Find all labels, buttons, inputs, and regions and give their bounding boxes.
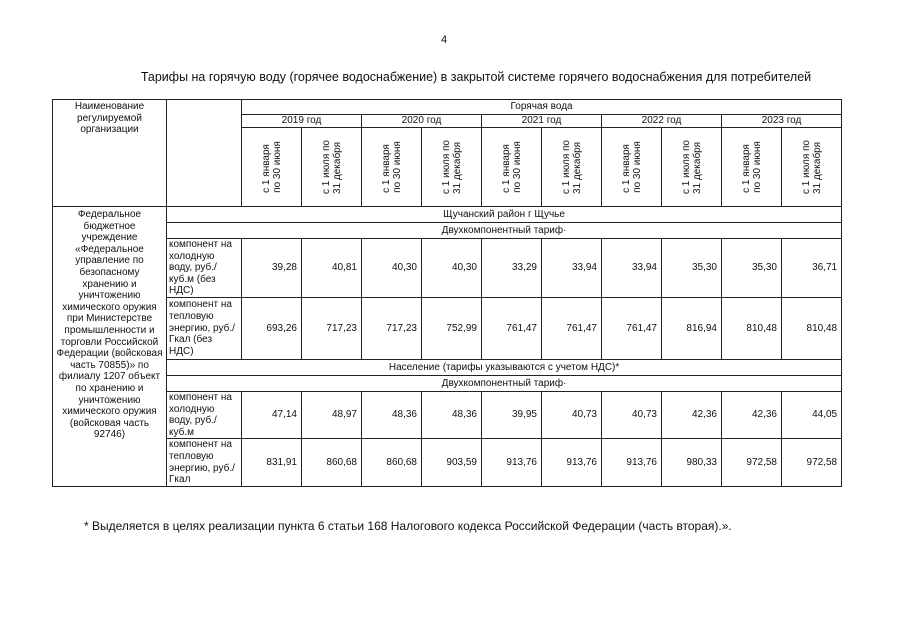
tariff-value: 36,71: [782, 239, 842, 298]
component-label: компонент на тепловую энергию, руб./Гкал: [167, 439, 242, 486]
footnote: * Выделяется в целях реализации пункта 6 статьи 168 Налогового кодекса Российской Федерации (часть вторая).».: [84, 519, 732, 533]
tariff-value: 48,97: [302, 391, 362, 438]
tariff-value: 35,30: [722, 239, 782, 298]
document-title: Тарифы на горячую воду (горячее водоснабжение) в закрытой системе горячего водоснабжения для потребителей: [140, 70, 812, 84]
period-header-cell: [302, 128, 362, 207]
tariff-value: 752,99: [422, 297, 482, 359]
table-row: [53, 239, 842, 298]
tariff-value: 980,33: [662, 439, 722, 486]
organization-name: Федеральное бюджетное учреждение «Федеральное управление по безопасному хранению и уничтожению химического оружия при Министерстве промышленности и торговли Российской Федерации (войсковая часть 70855)» по филиалу 1207 объект по хранению и уничтожению химического оружия (войсковая часть 92746): [53, 207, 167, 487]
tariff-value: 39,28: [242, 239, 302, 298]
component-label: компонент на холодную воду, руб./куб.м (без НДС): [167, 239, 242, 298]
year-header: 2021 год: [482, 115, 602, 128]
tariff-value: 35,30: [662, 239, 722, 298]
table-row: [53, 297, 842, 359]
tariff-value: 761,47: [602, 297, 662, 359]
tariff-value: 972,58: [722, 439, 782, 486]
tariff-value: 33,94: [602, 239, 662, 298]
region-row: [53, 207, 842, 223]
tariff-value: 761,47: [482, 297, 542, 359]
tariff-value: 40,73: [602, 391, 662, 438]
period-header-cell: [482, 128, 542, 207]
tariff-value: 48,36: [362, 391, 422, 438]
tariff-value: 33,29: [482, 239, 542, 298]
tariff-type-label: Двухкомпонентный тариф·: [167, 223, 842, 239]
tariff-value: 44,05: [782, 391, 842, 438]
tariff-value: 33,94: [542, 239, 602, 298]
hot-water-header: Горячая вода: [242, 100, 842, 115]
region-label: Щучанский район г Щучье: [167, 207, 842, 223]
year-header: 2019 год: [242, 115, 362, 128]
header-row-main: [53, 100, 842, 115]
population-header-row: [53, 359, 842, 375]
tariff-value: 761,47: [542, 297, 602, 359]
tariff-value: 860,68: [302, 439, 362, 486]
tariff-value: 913,76: [482, 439, 542, 486]
org-column-header: Наименование регулируемой организации: [53, 100, 167, 207]
tariff-value: 717,23: [362, 297, 422, 359]
year-header: 2020 год: [362, 115, 482, 128]
period-label: с 1 июля по 31 декабря: [440, 140, 463, 194]
tariff-type-label-row: [53, 375, 842, 391]
tariff-value: 860,68: [362, 439, 422, 486]
tariff-value: 40,30: [422, 239, 482, 298]
population-header: Население (тарифы указываются с учетом НДС)*: [167, 359, 842, 375]
tariff-type-label: Двухкомпонентный тариф·: [167, 375, 842, 391]
period-label: с 1 января по 30 июня: [620, 141, 643, 193]
period-header-cell: [782, 128, 842, 207]
tariff-value: 717,23: [302, 297, 362, 359]
tariff-value: 913,76: [602, 439, 662, 486]
year-header: 2022 год: [602, 115, 722, 128]
period-header-cell: [602, 128, 662, 207]
tariff-value: 40,30: [362, 239, 422, 298]
component-column-header: [167, 100, 242, 207]
period-label: с 1 января по 30 июня: [740, 141, 763, 193]
period-header-cell: [422, 128, 482, 207]
period-label: с 1 июля по 31 декабря: [320, 140, 343, 194]
period-label: с 1 июля по 31 декабря: [680, 140, 703, 194]
tariff-value: 42,36: [722, 391, 782, 438]
period-label: с 1 января по 30 июня: [260, 141, 283, 193]
page-number: 4: [441, 34, 448, 46]
tariff-value: 693,26: [242, 297, 302, 359]
tariff-value: 40,73: [542, 391, 602, 438]
period-header-cell: [362, 128, 422, 207]
tariff-value: 816,94: [662, 297, 722, 359]
tariff-value: 810,48: [722, 297, 782, 359]
tariff-value: 40,81: [302, 239, 362, 298]
table-row: [53, 391, 842, 438]
period-label: с 1 июля по 31 декабря: [560, 140, 583, 194]
period-header-cell: [242, 128, 302, 207]
tariff-table: [52, 99, 842, 487]
tariff-value: 831,91: [242, 439, 302, 486]
table-row: [53, 439, 842, 486]
component-label: компонент на тепловую энергию, руб./Гкал (без НДС): [167, 297, 242, 359]
period-label: с 1 января по 30 июня: [500, 141, 523, 193]
period-header-cell: [662, 128, 722, 207]
tariff-value: 913,76: [542, 439, 602, 486]
tariff-value: 39,95: [482, 391, 542, 438]
period-header-cell: [722, 128, 782, 207]
period-header-cell: [542, 128, 602, 207]
component-label: компонент на холодную воду, руб./куб.м: [167, 391, 242, 438]
tariff-value: 972,58: [782, 439, 842, 486]
tariff-type-label-row: [53, 223, 842, 239]
tariff-value: 47,14: [242, 391, 302, 438]
year-header: 2023 год: [722, 115, 842, 128]
tariff-value: 42,36: [662, 391, 722, 438]
tariff-value: 48,36: [422, 391, 482, 438]
tariff-value: 903,59: [422, 439, 482, 486]
tariff-value: 810,48: [782, 297, 842, 359]
period-label: с 1 июля по 31 декабря: [800, 140, 823, 194]
period-label: с 1 января по 30 июня: [380, 141, 403, 193]
